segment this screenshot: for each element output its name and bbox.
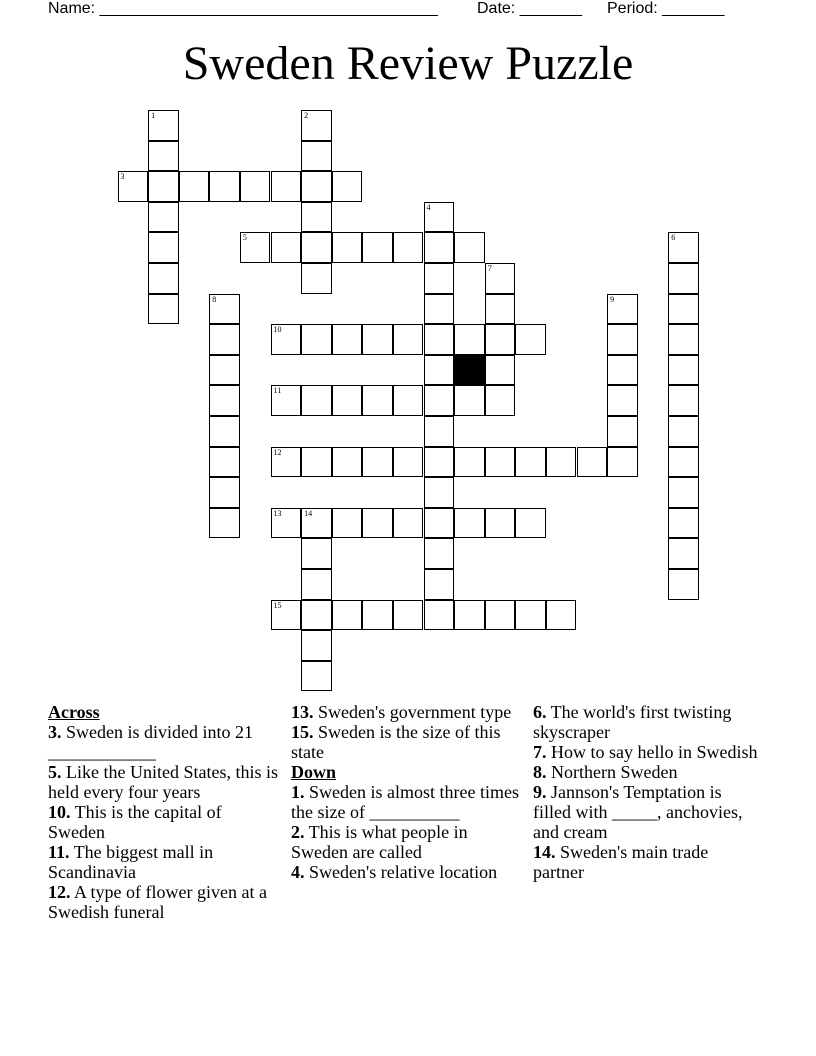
clue-text: The biggest mall in Scandinavia [48, 842, 214, 882]
clue-text: Sweden's relative location [304, 862, 498, 882]
grid-cell[interactable] [393, 508, 424, 539]
grid-cell[interactable] [485, 508, 516, 539]
clue-number: 3. [48, 722, 62, 742]
grid-cell[interactable] [424, 477, 455, 508]
clue [48, 802, 278, 842]
grid-cell[interactable] [607, 416, 638, 447]
grid-cell[interactable] [301, 232, 332, 263]
grid-cell[interactable] [424, 232, 455, 263]
clue-number: 3 [120, 172, 125, 182]
puzzle-title: Sweden Review Puzzle [182, 37, 634, 90]
grid-cell[interactable] [332, 385, 363, 416]
grid-cell[interactable] [485, 385, 516, 416]
grid-cell[interactable] [362, 232, 393, 263]
clue-number: 6. [533, 702, 547, 722]
grid-cell[interactable] [332, 232, 363, 263]
grid-cell-15[interactable] [271, 600, 302, 631]
grid-cell[interactable] [607, 385, 638, 416]
clue-number: 15. [291, 722, 314, 742]
grid-cell[interactable] [668, 416, 699, 447]
grid-cell[interactable] [485, 355, 516, 386]
grid-cell[interactable] [668, 569, 699, 600]
across-heading: Across [48, 702, 100, 722]
grid-cell[interactable] [301, 324, 332, 355]
clue-text: Sweden is divided into 21 ____________ [48, 722, 253, 762]
grid-cell[interactable] [424, 569, 455, 600]
down-heading: Down [291, 762, 337, 782]
down-clue-list-continued [533, 702, 763, 882]
grid-cell[interactable] [148, 202, 179, 233]
grid-cell[interactable] [454, 324, 485, 355]
clue-text: The world's first twisting skyscraper [533, 702, 732, 742]
grid-cell[interactable] [362, 447, 393, 478]
clue-text: Jannson's Temptation is filled with _____, anchovies, and cream [533, 782, 743, 842]
grid-cell[interactable] [362, 324, 393, 355]
grid-cell[interactable] [301, 447, 332, 478]
clue-number: 14. [533, 842, 556, 862]
grid-cell-7[interactable] [485, 263, 516, 294]
clue-number: 5. [48, 762, 62, 782]
clue-number: 2. [291, 822, 305, 842]
grid-cell[interactable] [301, 661, 332, 692]
grid-cell[interactable] [424, 538, 455, 569]
grid-cell[interactable] [424, 508, 455, 539]
clue-number: 13. [291, 702, 314, 722]
clue-text: Sweden is almost three times the size of __________ [291, 782, 519, 822]
clue-text: Sweden's government type [313, 702, 512, 722]
grid-cell[interactable] [301, 141, 332, 172]
grid-cell[interactable] [424, 324, 455, 355]
clue-number: 4 [426, 202, 431, 212]
clue-text: Sweden is the size of this state [291, 722, 501, 762]
clue-text: A type of flower given at a Swedish funeral [48, 882, 267, 922]
grid-cell[interactable] [301, 385, 332, 416]
clue [48, 842, 278, 882]
grid-cell[interactable] [424, 355, 455, 386]
clue-number: 12. [48, 882, 71, 902]
grid-cell-12[interactable] [271, 447, 302, 478]
grid-cell[interactable] [424, 600, 455, 631]
grid-cell-8[interactable] [209, 294, 240, 325]
grid-cell[interactable] [179, 171, 210, 202]
clue [291, 782, 521, 822]
clue-text: How to say hello in Swedish [546, 742, 758, 762]
clue-number: 13 [273, 508, 282, 518]
grid-cell[interactable] [209, 385, 240, 416]
grid-cell[interactable] [209, 355, 240, 386]
grid-cell[interactable] [668, 477, 699, 508]
grid-cell[interactable] [424, 385, 455, 416]
clue-number: 11 [273, 386, 282, 396]
grid-cell[interactable] [607, 324, 638, 355]
clue [291, 822, 521, 862]
clue-number: 12 [273, 447, 282, 457]
clue-text: This is the capital of Sweden [48, 802, 222, 842]
clue [291, 722, 521, 762]
clue-number: 1 [151, 111, 156, 120]
clue [48, 762, 278, 802]
clue-text: Sweden's main trade partner [533, 842, 709, 882]
grid-cell[interactable] [301, 171, 332, 202]
clue-number: 9 [610, 294, 615, 304]
grid-cell[interactable] [485, 324, 516, 355]
grid-cell[interactable] [332, 447, 363, 478]
clue [48, 722, 278, 762]
grid-cell[interactable] [607, 447, 638, 478]
grid-cell[interactable] [546, 447, 577, 478]
grid-cell[interactable] [546, 600, 577, 631]
grid-cell[interactable] [393, 232, 424, 263]
grid-cell[interactable] [209, 447, 240, 478]
grid-cell-9[interactable] [607, 294, 638, 325]
down-clue-list [291, 782, 521, 882]
clue-number: 14 [304, 508, 313, 518]
grid-cell[interactable] [668, 324, 699, 355]
grid-cell-14[interactable] [301, 508, 332, 539]
grid-cell[interactable] [668, 385, 699, 416]
grid-cell[interactable] [515, 508, 546, 539]
grid-cell[interactable] [332, 600, 363, 631]
grid-cell[interactable] [301, 538, 332, 569]
grid-cell[interactable] [424, 263, 455, 294]
grid-cell[interactable] [209, 324, 240, 355]
grid-cell[interactable] [301, 569, 332, 600]
clue-number: 7 [487, 264, 492, 273]
grid-cell[interactable] [424, 294, 455, 325]
clue-number: 6 [671, 233, 676, 243]
grid-cell[interactable] [454, 508, 485, 539]
grid-cell[interactable] [301, 263, 332, 294]
grid-cell[interactable] [607, 355, 638, 386]
grid-cell-5[interactable] [240, 232, 271, 263]
clue [291, 862, 521, 882]
grid-cell[interactable] [424, 416, 455, 447]
grid-cell[interactable] [668, 538, 699, 569]
grid-cell[interactable] [209, 508, 240, 539]
clue-number: 4. [291, 862, 305, 882]
grid-cell[interactable] [332, 508, 363, 539]
clue-text: Like the United States, this is held every four years [48, 762, 278, 802]
grid-cell[interactable] [362, 385, 393, 416]
grid-cell[interactable] [301, 202, 332, 233]
clue [533, 742, 763, 762]
clue-number: 1. [291, 782, 305, 802]
grid-cell[interactable] [515, 324, 546, 355]
grid-cell-6[interactable] [668, 232, 699, 263]
grid-cell[interactable] [301, 600, 332, 631]
clue-number: 2 [304, 111, 309, 120]
clue-number: 15 [273, 600, 282, 610]
grid-cell-1[interactable] [148, 110, 179, 141]
clue-number: 10 [273, 325, 282, 335]
grid-cell[interactable] [271, 232, 302, 263]
grid-cell[interactable] [393, 447, 424, 478]
grid-cell[interactable] [515, 600, 546, 631]
clues-column-1 [48, 702, 278, 922]
grid-cell[interactable] [271, 171, 302, 202]
clue [48, 882, 278, 922]
grid-cell[interactable] [668, 355, 699, 386]
grid-cell-2[interactable] [301, 110, 332, 141]
date-field[interactable]: Date: _______ [477, 0, 582, 17]
grid-cell-11[interactable] [271, 385, 302, 416]
grid-cell[interactable] [332, 171, 363, 202]
grid-cell[interactable] [454, 447, 485, 478]
clue [533, 702, 763, 742]
grid-cell[interactable] [362, 600, 393, 631]
grid-cell[interactable] [393, 600, 424, 631]
grid-cell[interactable] [668, 508, 699, 539]
clue-number: 8 [212, 294, 217, 304]
grid-cell[interactable] [485, 294, 516, 325]
grid-cell[interactable] [332, 324, 363, 355]
grid-cell-3[interactable] [118, 171, 149, 202]
clue-text: Northern Sweden [546, 762, 678, 782]
clues-column-3 [533, 702, 763, 882]
clues-column-2 [291, 702, 521, 882]
clue-number: 5 [242, 233, 247, 243]
grid-cell[interactable] [393, 324, 424, 355]
clue [533, 762, 763, 782]
grid-cell[interactable] [668, 263, 699, 294]
grid-cell[interactable] [240, 171, 271, 202]
grid-cell[interactable] [209, 416, 240, 447]
grid-cell[interactable] [148, 141, 179, 172]
grid-cell[interactable] [424, 447, 455, 478]
grid-cell-10[interactable] [271, 324, 302, 355]
grid-cell[interactable] [454, 232, 485, 263]
clue-number: 8. [533, 762, 547, 782]
clue-text: This is what people in Sweden are called [291, 822, 468, 862]
grid-cell[interactable] [393, 385, 424, 416]
grid-cell-4[interactable] [424, 202, 455, 233]
grid-cell[interactable] [209, 171, 240, 202]
name-field[interactable]: Name: ______________________________________ [48, 0, 438, 17]
grid-cell[interactable] [485, 447, 516, 478]
grid-cell[interactable] [148, 232, 179, 263]
across-clue-list [48, 722, 278, 922]
clue [291, 702, 521, 722]
grid-cell[interactable] [515, 447, 546, 478]
grid-cell[interactable] [454, 600, 485, 631]
clue-number: 10. [48, 802, 71, 822]
grid-cell[interactable] [362, 508, 393, 539]
clue [533, 782, 763, 842]
grid-cell[interactable] [209, 477, 240, 508]
grid-cell[interactable] [577, 447, 608, 478]
grid-cell[interactable] [148, 171, 179, 202]
blocked-cell [454, 355, 485, 386]
grid-cell[interactable] [301, 630, 332, 661]
grid-cell-13[interactable] [271, 508, 302, 539]
period-field[interactable]: Period: _______ [607, 0, 725, 17]
across-clue-list-continued [291, 702, 521, 762]
grid-cell[interactable] [148, 294, 179, 325]
clue-number: 7. [533, 742, 547, 762]
grid-cell[interactable] [668, 447, 699, 478]
clue-number: 11. [48, 842, 70, 862]
clue [533, 842, 763, 882]
grid-cell[interactable] [485, 600, 516, 631]
clue-number: 9. [533, 782, 547, 802]
grid-cell[interactable] [454, 385, 485, 416]
grid-cell[interactable] [668, 294, 699, 325]
grid-cell[interactable] [148, 263, 179, 294]
